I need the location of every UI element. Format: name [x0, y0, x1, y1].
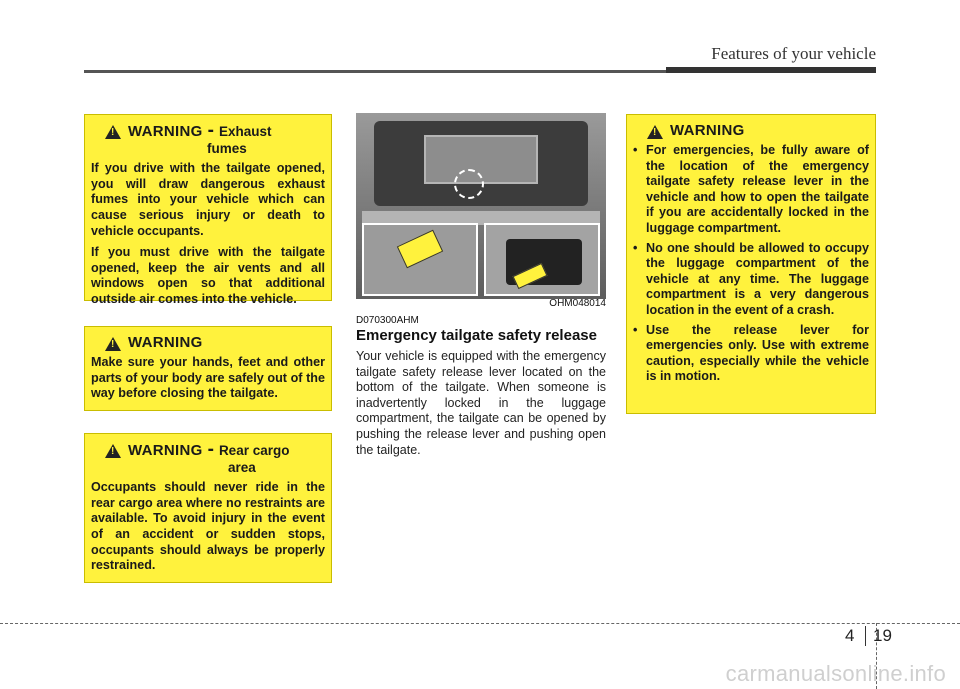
warning-subtitle-line1: Exhaust	[218, 124, 272, 139]
warning-subtitle-line2: fumes	[207, 140, 247, 156]
chapter-number: 4	[845, 626, 855, 645]
warning-triangle-icon	[105, 444, 121, 458]
warning-list	[633, 143, 869, 385]
warning-triangle-icon	[105, 337, 121, 351]
header-divider-accent	[666, 67, 876, 73]
section-doc-code: D070300AHM	[356, 315, 419, 326]
warning-box-hands-feet	[84, 326, 332, 411]
warning-title	[91, 335, 325, 351]
warning-box-exhaust-fumes	[84, 114, 332, 306]
release-location-marker	[454, 169, 484, 199]
figure-code: OHM048014	[549, 298, 606, 309]
warning-label: WARNING	[128, 442, 203, 459]
page-number-separator	[865, 626, 866, 646]
warning-dash: -	[207, 439, 214, 460]
watermark: carmanualsonline.info	[725, 661, 946, 686]
warning-label: WARNING	[128, 334, 203, 351]
warning-subtitle-line1: Rear cargo	[218, 443, 290, 458]
warning-box-emergency-release	[626, 114, 876, 414]
warning-triangle-icon	[105, 125, 121, 139]
warning-title	[91, 120, 325, 157]
warning-paragraph: Occupants should never ride in the rear cargo area where no restraints are available. To avoid injury in the event of an accident or sudden stops, occupants should always be properly restrained.	[91, 480, 325, 573]
warning-box-rear-cargo-area	[84, 433, 332, 583]
release-lever-detail	[484, 223, 600, 296]
tailgate-release-photo	[356, 113, 606, 299]
warning-title	[633, 123, 869, 139]
hand-pointer-icon	[397, 230, 443, 269]
page-header-title: Features of your vehicle	[711, 44, 876, 63]
warning-list-item: • No one should be allowed to occupy the luggage compartment of the vehicle at any time. The luggage compartment is a very dangerous location in the event of a crash.	[633, 241, 869, 319]
section-title: Emergency tailgate safety release	[356, 327, 597, 344]
warning-list-item: • Use the release lever for emergencies only. Use with extreme caution, especially while the vehicle is in motion.	[633, 323, 869, 385]
warning-title	[91, 439, 325, 476]
release-cover-detail	[362, 223, 478, 296]
page-number: 19	[873, 626, 892, 645]
warning-label: WARNING	[670, 122, 745, 139]
warning-paragraph: Make sure your hands, feet and other parts of your body are safely out of the way before closing the tailgate.	[91, 355, 325, 401]
warning-triangle-icon	[647, 125, 663, 139]
warning-paragraph: If you drive with the tailgate opened, you will draw dangerous exhaust fumes into your vehicle which can cause serious injury or death to vehicle occupants.	[91, 161, 325, 238]
warning-list-item: • For emergencies, be fully aware of the location of the emergency tailgate safety release lever in the vehicle and how to open the tailgate if you are accidentally locked in the luggage compartment.	[633, 143, 869, 237]
warning-label: WARNING	[128, 123, 203, 140]
warning-subtitle-line2: area	[228, 459, 256, 475]
section-body: Your vehicle is equipped with the emergency tailgate safety release lever located on the bottom of the tailgate. When someone is inadvertently locked in the luggage compartment, the tailgate can be opened by pushing the release lever and pushing open the tailgate.	[356, 349, 606, 457]
warning-dash: -	[207, 120, 214, 141]
footer-divider	[0, 623, 960, 624]
warning-paragraph: If you must drive with the tailgate opened, keep the air vents and all windows open so that additional outside air comes into the vehicle.	[91, 245, 325, 306]
